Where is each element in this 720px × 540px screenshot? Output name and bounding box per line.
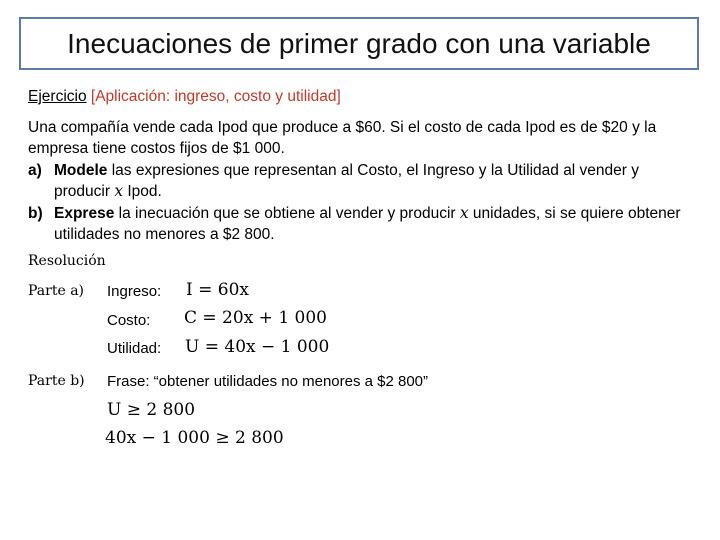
ingreso-label: Ingreso: xyxy=(107,283,162,300)
exercise-block xyxy=(28,86,698,246)
item-a-text-1: las expresiones que representan al Costo, el Ingreso y la Utilidad al vender y producir xyxy=(54,161,640,200)
item-a-variable: x xyxy=(114,182,124,200)
ingreso-equation: I = 60x xyxy=(186,280,249,300)
utilidad-equation: U = 40x − 1 000 xyxy=(185,337,330,357)
exercise-header xyxy=(28,86,698,108)
exercise-intro: Una compañía vende cada Ipod que produce a $60. Si el costo de cada Ipod es de $20 y la empresa tiene costos fijos de $1 000. xyxy=(28,118,657,157)
part-b-label: Parte b) xyxy=(28,373,85,389)
exercise-item-a xyxy=(28,160,698,203)
inequality-line-1: U ≥ 2 800 xyxy=(107,400,196,420)
resolution-label: Resolución xyxy=(28,253,106,269)
item-b-variable: x xyxy=(459,203,469,222)
part-b-phrase: Frase: “obtener utilidades no menores a $2 800” xyxy=(107,373,429,390)
costo-label: Costo: xyxy=(107,312,151,329)
costo-equation: C = 20x + 1 000 xyxy=(184,308,327,328)
exercise-label: Ejercicio xyxy=(28,88,87,105)
inequality-line-2: 40x − 1 000 ≥ 2 800 xyxy=(105,428,284,448)
item-a-key: a) xyxy=(28,161,42,179)
item-b-text-1: la inecuación que se obtiene al vender y producir xyxy=(114,204,460,222)
title-text: Inecuaciones de primer grado con una variable xyxy=(67,27,651,59)
item-b-verb: Exprese xyxy=(54,204,115,222)
item-b-text xyxy=(54,203,698,246)
utilidad-label: Utilidad: xyxy=(107,340,162,357)
item-b-key: b) xyxy=(28,204,43,222)
item-b-text-2: unidades, si se quiere obtener utilidades no menores a $2 800. xyxy=(54,204,681,243)
part-a-label: Parte a) xyxy=(28,283,84,299)
item-a-verb: Modele xyxy=(54,161,108,179)
slide-title xyxy=(19,17,699,70)
item-a-text-2: Ipod. xyxy=(123,183,162,200)
exercise-topic: [Aplicación: ingreso, costo y utilidad] xyxy=(90,88,341,105)
item-a-text xyxy=(54,160,698,203)
exercise-item-b xyxy=(28,203,698,246)
